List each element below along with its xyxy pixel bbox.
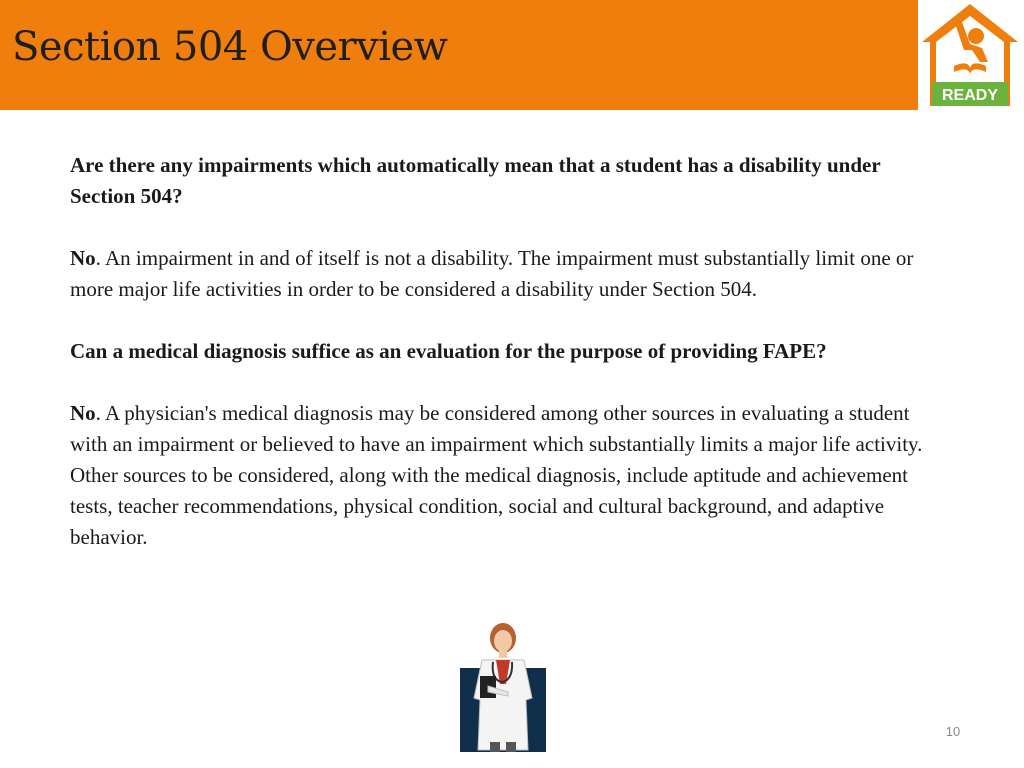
slide-title: Section 504 Overview: [12, 24, 448, 70]
question-2: Can a medical diagnosis suffice as an evaluation for the purpose of providing FAPE?: [70, 339, 827, 363]
page-number: 10: [945, 724, 961, 739]
answer-1-lead: No: [70, 246, 96, 270]
answer-2: [70, 398, 930, 553]
answer-1: [70, 243, 930, 305]
doctor-illustration: [460, 620, 546, 752]
question-1: Are there any impairments which automatically mean that a student has a disability under Section 504?: [70, 153, 881, 208]
slide-body: [70, 150, 930, 584]
doctor-icon: [460, 620, 546, 752]
logo-text: READY: [941, 87, 999, 104]
answer-2-text: . A physician's medical diagnosis may be considered among other sources in evaluating a student with an impairment or believed to have an impairment which substantially limits a major life activity. Other sources to be considered, along with the medical diagnosis, include aptitude and achievement tests, teacher recommendations, physical condition, social and cultural background, and adaptive behavior.: [70, 401, 923, 549]
answer-2-lead: No: [70, 401, 96, 425]
ready-logo: [920, 2, 1020, 108]
answer-1-text: . An impairment in and of itself is not a disability. The impairment must substantially limit one or more major life activities in order to be considered a disability under Section 504.: [70, 246, 914, 301]
ready-logo-icon: [920, 2, 1020, 108]
